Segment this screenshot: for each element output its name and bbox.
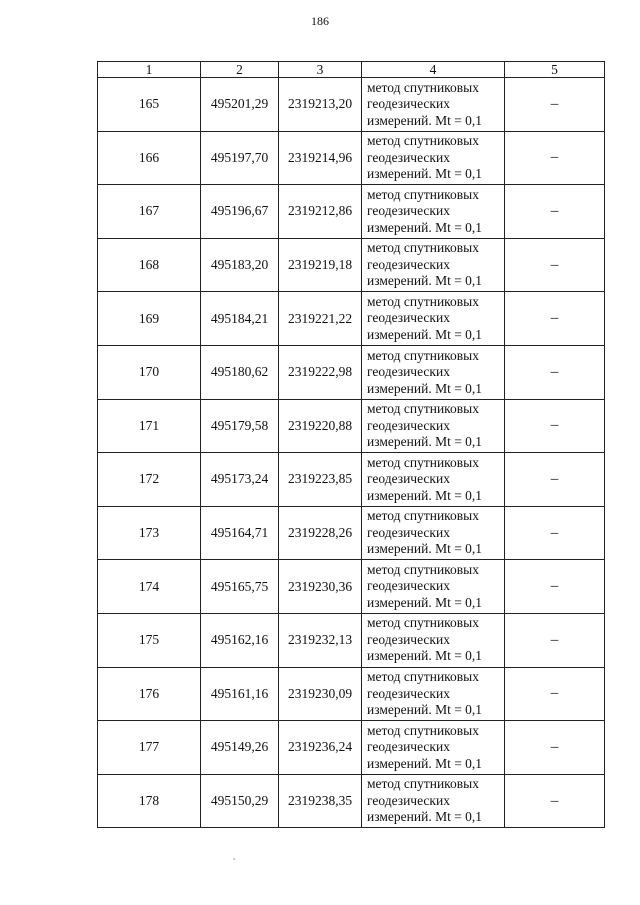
note-cell: – — [505, 560, 605, 614]
x-coordinate-cell: 495196,67 — [201, 185, 279, 239]
method-cell — [362, 453, 505, 507]
y-coordinate-cell: 2319222,98 — [279, 345, 362, 399]
method-line-3: измерений. Mt = 0,1 — [367, 594, 483, 610]
point-number-cell: 175 — [98, 613, 201, 667]
x-coordinate-cell: 495183,20 — [201, 238, 279, 292]
table-row — [98, 78, 605, 132]
y-coordinate-cell: 2319212,86 — [279, 185, 362, 239]
method-line-3: измерений. Mt = 0,1 — [367, 755, 483, 771]
table-header — [98, 62, 605, 78]
header-col-4: 4 — [362, 62, 505, 78]
point-number-cell: 173 — [98, 506, 201, 560]
point-number-cell: 166 — [98, 131, 201, 185]
method-line-2: геодезических — [367, 792, 450, 808]
method-cell — [362, 560, 505, 614]
header-col-2: 2 — [201, 62, 279, 78]
table-row — [98, 345, 605, 399]
method-cell — [362, 613, 505, 667]
method-cell — [362, 399, 505, 453]
point-number-cell: 178 — [98, 774, 201, 828]
method-line-1: метод спутниковых — [367, 669, 479, 685]
y-coordinate-cell: 2319232,13 — [279, 613, 362, 667]
method-line-1: метод спутниковых — [367, 240, 479, 256]
method-line-2: геодезических — [367, 578, 450, 594]
method-line-1: метод спутниковых — [367, 401, 479, 417]
x-coordinate-cell: 495162,16 — [201, 613, 279, 667]
note-cell: – — [505, 131, 605, 185]
method-line-2: геодезических — [367, 417, 450, 433]
method-line-1: метод спутниковых — [367, 454, 479, 470]
method-line-2: геодезических — [367, 256, 450, 272]
y-coordinate-cell: 2319236,24 — [279, 721, 362, 775]
table-row — [98, 185, 605, 239]
x-coordinate-cell: 495184,21 — [201, 292, 279, 346]
method-line-3: измерений. Mt = 0,1 — [367, 326, 483, 342]
method-cell — [362, 185, 505, 239]
method-cell — [362, 506, 505, 560]
method-line-2: геодезических — [367, 524, 450, 540]
point-number-cell: 165 — [98, 78, 201, 132]
method-line-1: метод спутниковых — [367, 615, 479, 631]
note-cell: – — [505, 613, 605, 667]
table-row — [98, 399, 605, 453]
x-coordinate-cell: 495164,71 — [201, 506, 279, 560]
y-coordinate-cell: 2319228,26 — [279, 506, 362, 560]
note-cell: – — [505, 185, 605, 239]
note-cell: – — [505, 345, 605, 399]
method-line-1: метод спутниковых — [367, 561, 479, 577]
method-cell — [362, 238, 505, 292]
page-number: 186 — [311, 14, 329, 28]
x-coordinate-cell: 495150,29 — [201, 774, 279, 828]
table-row — [98, 560, 605, 614]
y-coordinate-cell: 2319220,88 — [279, 399, 362, 453]
method-line-3: измерений. Mt = 0,1 — [367, 702, 483, 718]
note-cell: – — [505, 774, 605, 828]
method-line-2: геодезических — [367, 310, 450, 326]
method-line-2: геодезических — [367, 203, 450, 219]
table-row — [98, 613, 605, 667]
method-line-2: геодезических — [367, 739, 450, 755]
x-coordinate-cell: 495173,24 — [201, 453, 279, 507]
table-row — [98, 238, 605, 292]
method-line-3: измерений. Mt = 0,1 — [367, 380, 483, 396]
note-cell: – — [505, 453, 605, 507]
y-coordinate-cell: 2319213,20 — [279, 78, 362, 132]
x-coordinate-cell: 495165,75 — [201, 560, 279, 614]
note-cell: – — [505, 721, 605, 775]
method-line-3: измерений. Mt = 0,1 — [367, 648, 483, 664]
y-coordinate-cell: 2319221,22 — [279, 292, 362, 346]
method-line-3: измерений. Mt = 0,1 — [367, 541, 483, 557]
method-cell — [362, 667, 505, 721]
y-coordinate-cell: 2319214,96 — [279, 131, 362, 185]
method-line-2: геодезических — [367, 471, 450, 487]
table-row — [98, 667, 605, 721]
method-line-2: геодезических — [367, 149, 450, 165]
note-cell: – — [505, 667, 605, 721]
x-coordinate-cell: 495161,16 — [201, 667, 279, 721]
note-cell: – — [505, 238, 605, 292]
x-coordinate-cell: 495180,62 — [201, 345, 279, 399]
scan-speck — [233, 858, 235, 860]
header-col-1: 1 — [98, 62, 201, 78]
method-line-3: измерений. Mt = 0,1 — [367, 487, 483, 503]
y-coordinate-cell: 2319223,85 — [279, 453, 362, 507]
method-line-3: измерений. Mt = 0,1 — [367, 434, 483, 450]
x-coordinate-cell: 495179,58 — [201, 399, 279, 453]
table-row — [98, 131, 605, 185]
method-cell — [362, 721, 505, 775]
method-line-2: геодезических — [367, 364, 450, 380]
point-number-cell: 176 — [98, 667, 201, 721]
y-coordinate-cell: 2319219,18 — [279, 238, 362, 292]
point-number-cell: 169 — [98, 292, 201, 346]
method-line-1: метод спутниковых — [367, 722, 479, 738]
table-row — [98, 506, 605, 560]
x-coordinate-cell: 495149,26 — [201, 721, 279, 775]
table-row — [98, 721, 605, 775]
method-line-3: измерений. Mt = 0,1 — [367, 112, 483, 128]
table-row — [98, 774, 605, 828]
method-cell — [362, 78, 505, 132]
y-coordinate-cell: 2319238,35 — [279, 774, 362, 828]
x-coordinate-cell: 495201,29 — [201, 78, 279, 132]
note-cell: – — [505, 506, 605, 560]
method-line-1: метод спутниковых — [367, 133, 479, 149]
method-cell — [362, 292, 505, 346]
y-coordinate-cell: 2319230,09 — [279, 667, 362, 721]
point-number-cell: 174 — [98, 560, 201, 614]
method-cell — [362, 131, 505, 185]
point-number-cell: 177 — [98, 721, 201, 775]
table-row — [98, 292, 605, 346]
method-line-1: метод спутниковых — [367, 186, 479, 202]
y-coordinate-cell: 2319230,36 — [279, 560, 362, 614]
table-body — [98, 78, 605, 828]
method-line-3: измерений. Mt = 0,1 — [367, 166, 483, 182]
coordinates-table — [97, 61, 605, 828]
method-line-1: метод спутниковых — [367, 776, 479, 792]
point-number-cell: 167 — [98, 185, 201, 239]
header-col-5: 5 — [505, 62, 605, 78]
method-line-2: геодезических — [367, 631, 450, 647]
method-line-3: измерений. Mt = 0,1 — [367, 809, 483, 825]
x-coordinate-cell: 495197,70 — [201, 131, 279, 185]
point-number-cell: 170 — [98, 345, 201, 399]
note-cell: – — [505, 78, 605, 132]
method-line-3: измерений. Mt = 0,1 — [367, 219, 483, 235]
method-line-2: геодезических — [367, 685, 450, 701]
point-number-cell: 172 — [98, 453, 201, 507]
note-cell: – — [505, 399, 605, 453]
note-cell: – — [505, 292, 605, 346]
table-row — [98, 453, 605, 507]
header-col-3: 3 — [279, 62, 362, 78]
method-cell — [362, 345, 505, 399]
header-row — [98, 62, 605, 78]
method-line-1: метод спутниковых — [367, 508, 479, 524]
method-cell — [362, 774, 505, 828]
method-line-3: измерений. Mt = 0,1 — [367, 273, 483, 289]
method-line-1: метод спутниковых — [367, 79, 479, 95]
point-number-cell: 168 — [98, 238, 201, 292]
method-line-1: метод спутниковых — [367, 347, 479, 363]
point-number-cell: 171 — [98, 399, 201, 453]
method-line-1: метод спутниковых — [367, 293, 479, 309]
method-line-2: геодезических — [367, 96, 450, 112]
